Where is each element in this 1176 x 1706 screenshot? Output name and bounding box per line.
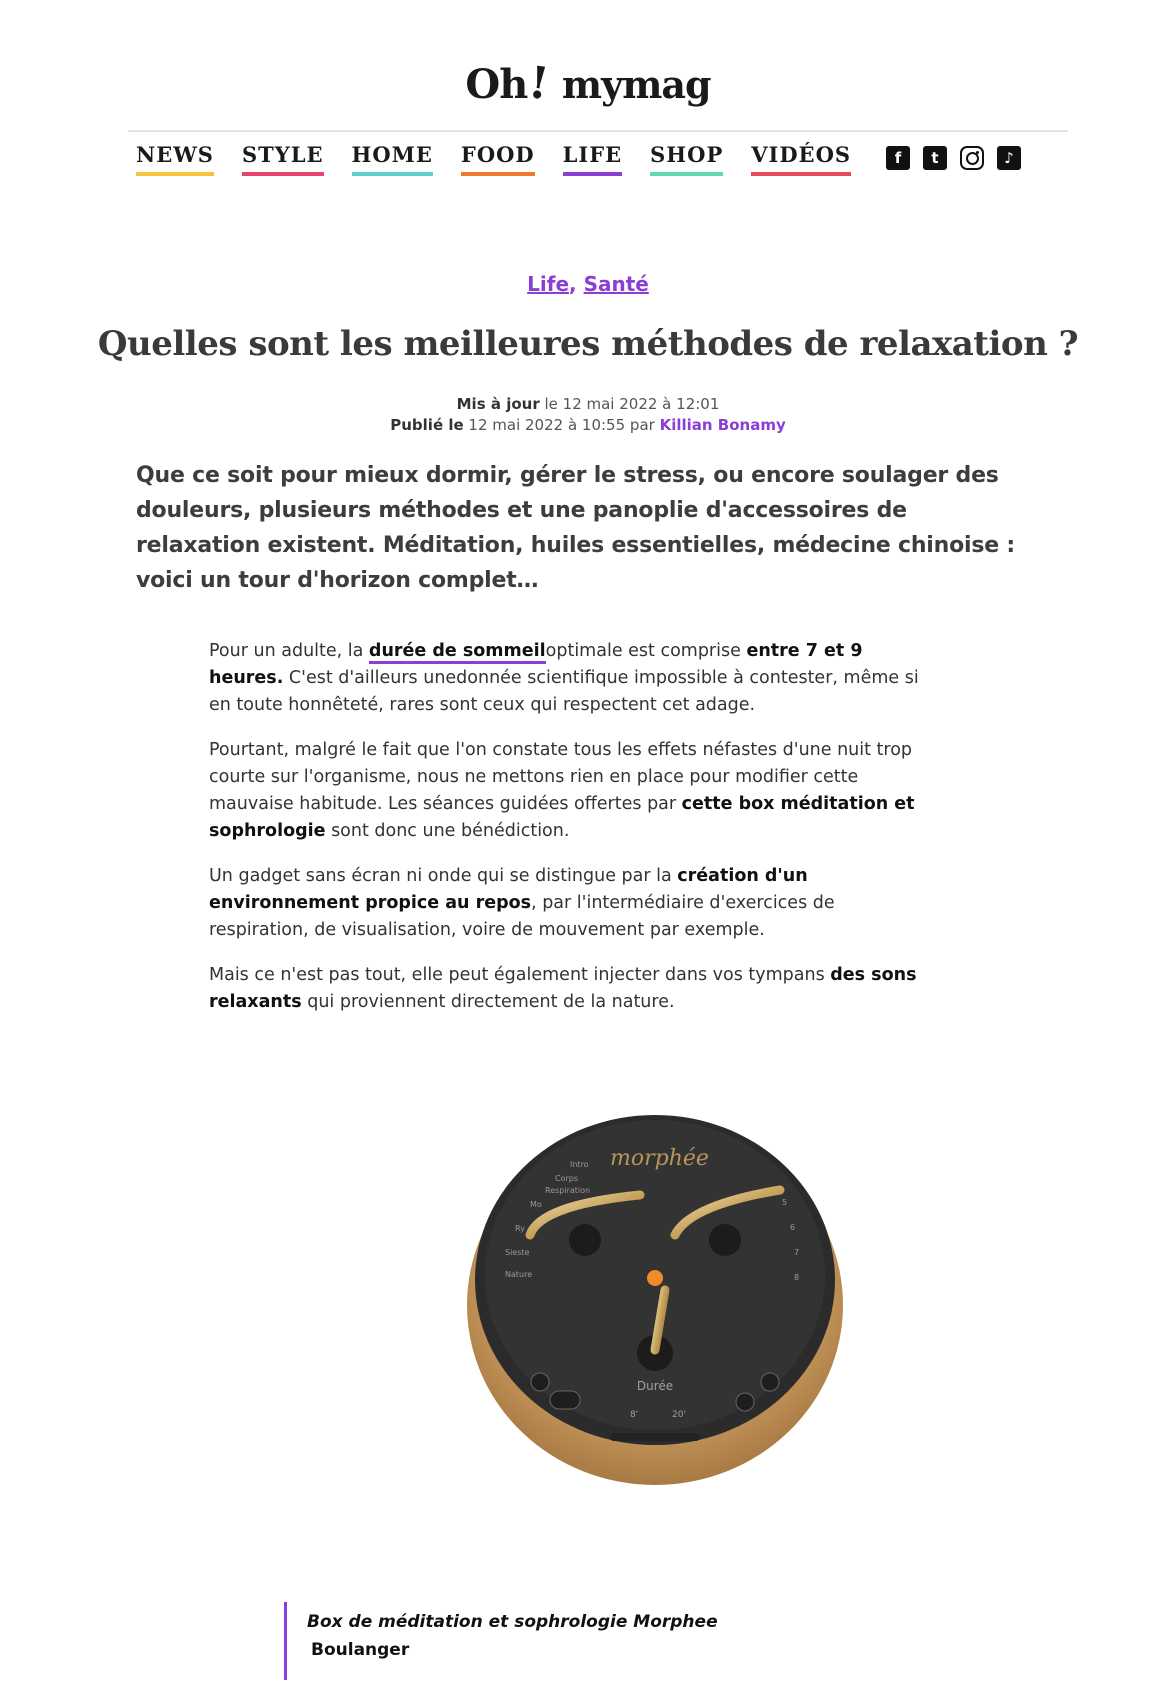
- caption-source: Boulanger: [311, 1640, 410, 1660]
- play-pause-button: [550, 1391, 580, 1409]
- mode-label: Respiration: [545, 1186, 591, 1195]
- image-caption: [284, 1602, 718, 1680]
- published-line: [0, 415, 1176, 436]
- twitter-icon[interactable]: t: [923, 146, 947, 170]
- category-separator: ,: [569, 272, 584, 296]
- article-meta: [0, 394, 1176, 436]
- category-link-life[interactable]: Life: [527, 272, 570, 296]
- mode-label: Ry: [515, 1224, 525, 1233]
- p2-text-2: sont donc une bénédiction.: [325, 821, 570, 841]
- mode-label: Sieste: [505, 1248, 530, 1257]
- mode-label: Intro: [570, 1160, 589, 1169]
- minus-button: [736, 1393, 754, 1411]
- p4-text-2: qui proviennent directement de la nature.: [301, 992, 675, 1012]
- article-lead: Que ce soit pour mieux dormir, gérer le stress, ou encore soulager des douleurs, plusieurs méthodes et une panoplie d'accessoires de relaxation existent. Méditation, huiles essentielles, médecine chinoise : voici un tour d'horizon complet…: [136, 463, 1016, 593]
- p2-text-1: Pourtant, malgré le fait que l'on constate tous les effets néfastes d'une nuit trop courte sur l'organisme, nous ne mettons rien en place pour modifier cette mauvaise habitude. Les séances guidées offertes par: [209, 740, 913, 814]
- nav-item-life[interactable]: LIFE: [563, 142, 623, 176]
- p4-text-1: Mais ce n'est pas tout, elle peut également injecter dans vos tympans: [209, 965, 831, 985]
- orange-light: [647, 1270, 663, 1286]
- paragraph-4: [209, 962, 929, 1016]
- p3-text-2: , par l'intermédiaire d'exercices de respiration, de visualisation, voire de mouvement par exemple.: [209, 893, 835, 940]
- p3-bold-1: création d'un environnement propice au repos: [209, 866, 808, 913]
- speaker-grille: [610, 1433, 700, 1441]
- nav-item-style[interactable]: STYLE: [242, 142, 324, 176]
- updated-value: le 12 mai 2022 à 12:01: [539, 395, 720, 413]
- main-nav: [136, 142, 851, 176]
- p2-bold-1: cette box méditation et sophrologie: [209, 794, 915, 841]
- article-body: [209, 638, 929, 1034]
- duration-min: 8': [630, 1410, 639, 1420]
- number-label: 8: [794, 1273, 800, 1282]
- published-label: Publié le: [390, 416, 464, 434]
- p3-text-1: Un gadget sans écran ni onde qui se distingue par la: [209, 866, 678, 886]
- logo-mymag: mymag: [549, 62, 711, 107]
- number-label: 5: [782, 1198, 788, 1207]
- p1-text-3: C'est d'ailleurs unedonnée scientifique impossible à contester, même si en toute honnêteté, rares sont ceux qui respectent cet adage.: [209, 668, 919, 715]
- duration-max: 20': [672, 1410, 686, 1420]
- caption-title: Box de méditation et sophrologie Morphee: [307, 1612, 718, 1632]
- mode-label: Mo: [530, 1200, 542, 1209]
- duration-label: Durée: [636, 1379, 674, 1393]
- updated-line: [0, 394, 1176, 415]
- nav-item-videos[interactable]: VIDÉOS: [751, 142, 851, 176]
- sleep-duration-link[interactable]: durée de sommeil: [369, 641, 546, 664]
- published-value: 12 mai 2022 à 10:55 par: [463, 416, 660, 434]
- article-categories: [0, 272, 1176, 296]
- p1-text-2: optimale est comprise: [545, 641, 747, 661]
- mode-label: Corps: [555, 1174, 579, 1183]
- category-link-sante[interactable]: Santé: [583, 272, 649, 296]
- brand-label: morphée: [610, 1146, 709, 1171]
- facebook-icon[interactable]: f: [886, 146, 910, 170]
- paragraph-1: [209, 638, 929, 719]
- article-title: Quelles sont les meilleures méthodes de relaxation ?: [97, 324, 1079, 364]
- author-link[interactable]: Killian Bonamy: [659, 416, 786, 434]
- p1-bold-1: entre 7 et 9 heures.: [209, 641, 863, 688]
- number-label: 6: [790, 1223, 796, 1232]
- number-label: 7: [794, 1248, 800, 1257]
- social-links: [886, 146, 1021, 170]
- instagram-icon[interactable]: [960, 146, 984, 170]
- power-button: [531, 1373, 549, 1391]
- updated-label: Mis à jour: [456, 395, 540, 413]
- product-image-morphee: [460, 1095, 850, 1495]
- p4-bold-1: des sons relaxants: [209, 965, 917, 1012]
- nav-item-shop[interactable]: SHOP: [650, 142, 723, 176]
- nav-item-news[interactable]: NEWS: [136, 142, 214, 176]
- logo-oh: Oh: [465, 61, 528, 108]
- site-logo[interactable]: [0, 58, 1176, 109]
- paragraph-2: [209, 737, 929, 845]
- nav-item-home[interactable]: HOME: [352, 142, 433, 176]
- nav-item-food[interactable]: FOOD: [461, 142, 535, 176]
- mode-label: Nature: [505, 1270, 533, 1279]
- close-button: [761, 1373, 779, 1391]
- logo-exclamation: !: [525, 56, 552, 111]
- paragraph-3: [209, 863, 929, 944]
- header-divider: [128, 130, 1068, 132]
- tiktok-icon[interactable]: ♪: [997, 146, 1021, 170]
- p1-text-1: Pour un adulte, la: [209, 641, 369, 661]
